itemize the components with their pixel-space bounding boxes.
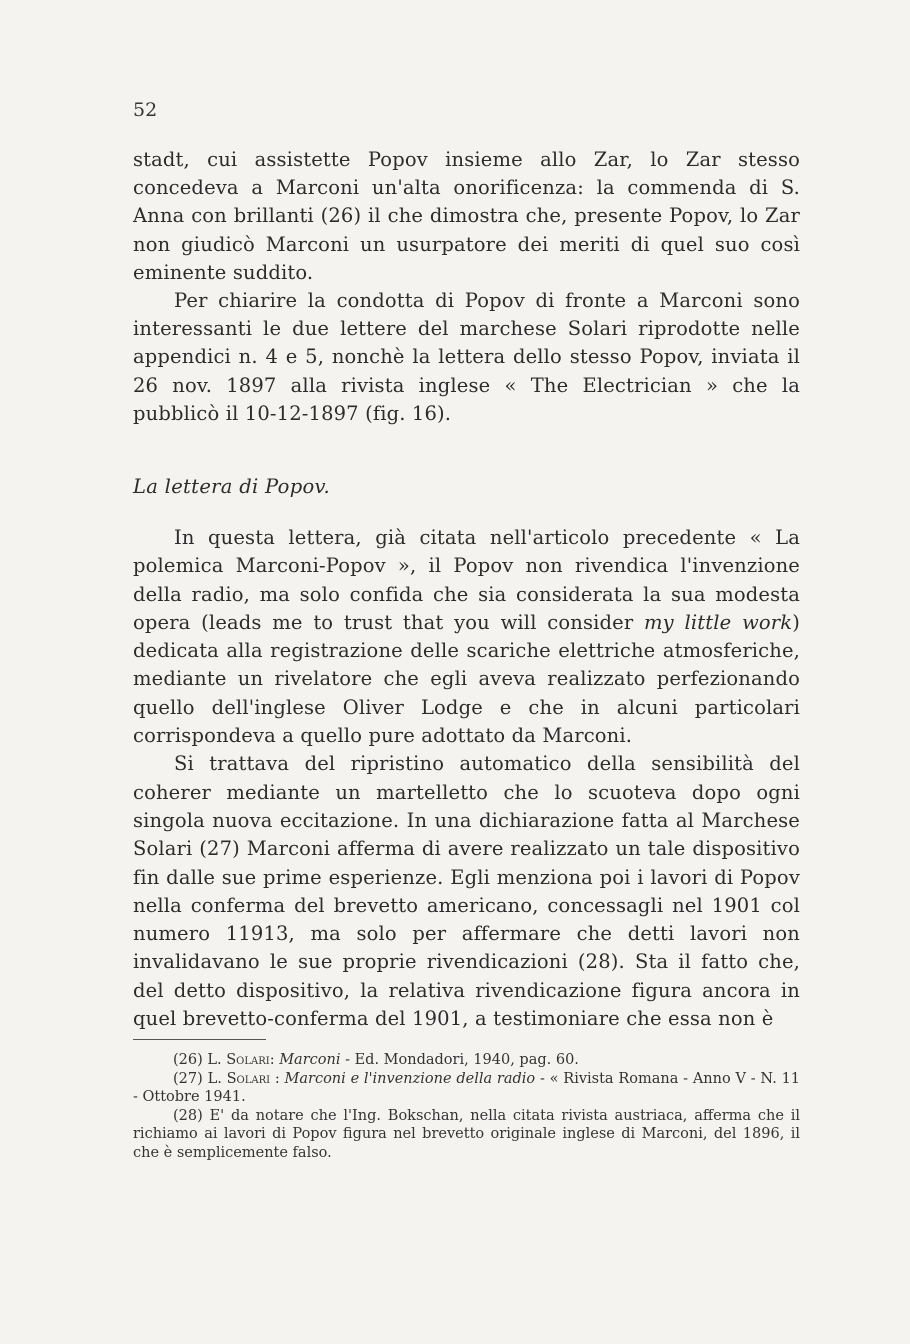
page-number: 52 bbox=[133, 99, 158, 121]
quote-italic: my little work bbox=[644, 610, 793, 634]
footnote-28: (28) E' da notare che l'Ing. Bokschan, nella citata rivista austriaca, afferma che il richiamo ai lavori di Popov figura nel brevetto originale inglese di Marconi, del 1896, il che è semplicemente falso. bbox=[133, 1107, 800, 1161]
paragraph-popov-letter-start: In questa lettera, già citata nell'articolo precedente « La polemica Marconi-Popov », il Popov non rivendica l'invenzione della radio, ma solo confida che sia considerata la sua modesta opera (leads me to trust that you will consider bbox=[133, 526, 800, 634]
footnote-details: - « Rivista Romana - Anno V - N. 11 - Ottobre 1941. bbox=[133, 1070, 801, 1105]
paragraph-popov-letter-end: ) dedicata alla registrazione delle scariche elettriche atmosferiche, mediante un rivelatore che egli aveva realizzato perfezionando quello dell'inglese Oliver Lodge e che in alcuni particolari corrispondeva a quello pure adottato da Marconi. bbox=[133, 610, 801, 748]
footnote-title: Marconi e l'invenzione della radio bbox=[284, 1070, 536, 1087]
footnote-title: Marconi bbox=[279, 1052, 341, 1068]
footnote-number: (27) bbox=[173, 1070, 203, 1087]
footnote-author: L. Solari : bbox=[207, 1070, 280, 1087]
footnote-26 bbox=[133, 1051, 800, 1070]
footnote-author: L. Solari: bbox=[207, 1052, 275, 1068]
footnotes bbox=[133, 1051, 800, 1162]
footnote-divider bbox=[133, 1039, 266, 1040]
section-heading: La lettera di Popov. bbox=[133, 475, 331, 498]
body-text-section bbox=[133, 524, 800, 1033]
paragraph-popov-letter bbox=[133, 524, 800, 750]
footnote-27 bbox=[133, 1070, 800, 1107]
paragraph-solari-letters: Per chiarire la condotta di Popov di fronte a Marconi sono interessanti le due lettere del marchese Solari riprodotte nelle appendici n. 4 e 5, nonchè la lettera dello stesso Popov, inviata il 26 nov. 1897 alla rivista inglese « The Electrician » che la pubblicò il 10-12-1897 (fig. 16). bbox=[133, 289, 800, 425]
footnote-number: (26) bbox=[173, 1052, 203, 1068]
footnote-details: - Ed. Mondadori, 1940, pag. 60. bbox=[345, 1052, 579, 1068]
paragraph-continuation: stadt, cui assistette Popov insieme allo Zar, lo Zar stesso concedeva a Marconi un'alta onorificenza: la commenda di S. Anna con brillanti (26) il che dimostra che, presente Popov, lo Zar non giudicò Marconi un usurpatore dei meriti di quel suo così eminente suddito. bbox=[133, 148, 800, 284]
paragraph-coherer: Si trattava del ripristino automatico della sensibilità del coherer mediante un martelletto che lo scuoteva dopo ogni singola nuova eccitazione. In una dichiarazione fatta al Marchese Solari (27) Marconi afferma di avere realizzato un tale dispositivo fin dalle sue prime esperienze. Egli menziona poi i lavori di Popov nella conferma del brevetto americano, concessagli nel 1901 col numero 11913, ma solo per affermare che detti lavori non invalidavano le sue proprie rivendicazioni (28). Sta il fatto che, del detto dispositivo, la relativa rivendicazione figura ancora in quel brevetto-conferma del 1901, a testimoniare che essa non è bbox=[133, 752, 800, 1031]
body-text-top bbox=[133, 146, 800, 428]
